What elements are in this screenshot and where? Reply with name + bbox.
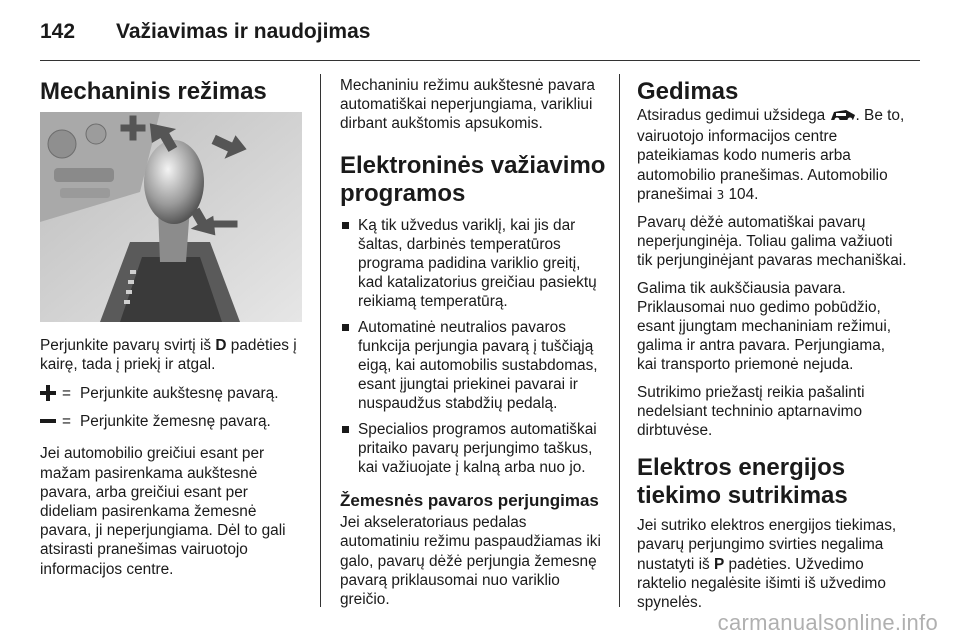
no-auto-shift-paragraph: Pavarų dėžė automatiškai pavarų neperjunginėja. Toliau galima važiuoti tik perjunginėjant pavaras mechaniškai. [637,214,907,270]
page-header [40,14,920,50]
legend-equals: = [62,384,71,402]
legend-upshift [40,382,308,404]
header-rule [40,60,920,61]
list-item-text: Automatinė neutralios pavaros funkcija perjungia pavarą į tuščiąją eigą, kai automobilis sustabdomas, esant įjungtai priekinei pavarai ir nuspaudžus stabdžių pedalą. [358,318,598,413]
column-1 [40,74,306,106]
transmission-fault-warning-icon [830,108,856,127]
legend-downshift-text: Perjunkite žemesnę pavarą. [80,412,271,430]
power-failure-text-c: padėties. Užvedimo raktelio negalėsite išimti iš užvedimo spynelės. [637,555,886,612]
highest-gear-paragraph: Galima tik aukščiausia pavara. Priklausomai nuo gedimo pobūdžio, esant įjungtam mechaniniam režimui, galima ir antra pavara. Perjungiama, kai transporto priemonė nejuda. [637,279,892,374]
minus-icon [40,413,62,429]
bullet-square-icon [342,426,349,433]
watermark: carmanualsonline.info [717,610,938,635]
section-title-power-failure: Elektros energijos tiekimo sutrikimas [637,454,848,510]
fault-text-c: 104. [724,185,759,203]
kickdown-paragraph: Jei akseleratoriaus pedalas automatiniu režimu paspaudžiamas iki galo, pavarų dėžė perjungia žemesnę pavarą priklausomai nuo variklio greičio. [340,514,601,609]
plus-icon [40,385,62,401]
list-item-text: Specialios programos automatiškai pritaiko pavarų perjungimo taškus, kai važiuojate į kalną arba nuo jo. [358,420,597,477]
fault-text-a: Atsiradus gedimui užsidega [637,107,830,124]
mechanical-mode-note: Mechaniniu režimu aukštesnė pavara automatiškai neperjungiama, varikliui dirbant aukštomis apsukomis. [340,77,595,133]
legend-downshift [40,410,308,432]
list-item [340,420,606,478]
column-1-body [40,336,308,587]
legend-upshift-text: Perjunkite aukštesnę pavarą. [80,384,279,402]
gear-shifter-photo [40,112,302,322]
fault-paragraph [637,106,907,205]
electronic-programs-list [340,216,606,478]
workshop-paragraph: Sutrikimo priežastį reikia pašalinti nedelsiant techninio aptarnavimo dirbtuvėse. [637,383,865,440]
list-item [340,318,606,414]
gear-limit-paragraph: Jei automobilio greičiui esant per mažam pasirenkama aukštesnė pavara, arba greičiui esant per dideliam pasirenkama žemesnė pavara, ji neperjungiama. Dėl to gali atsirasti pranešimas vairuotojo informacijos centre. [40,445,286,578]
column-2 [340,74,606,617]
bullet-square-icon [342,222,349,229]
shift-instruction-c: padėties į kairę, tada į priekį ir atgal. [40,337,297,374]
page-number: 142 [40,20,76,43]
legend-equals: = [62,412,71,430]
section-title-mechanical-mode: Mechaninis režimas [40,78,267,105]
shift-instruction [40,336,308,374]
gear-p-label: P [713,555,725,573]
column-3 [637,74,907,620]
fault-text-b: . Be to, vairuotojo informacijos centre pateikiamas kodo numeris arba automobilio pranešimas. Automobilio pranešimai [637,107,905,203]
section-title-electronic-programs: Elektroninės važiavimo programos [340,151,606,207]
power-failure-paragraph [637,516,907,612]
bullet-square-icon [342,324,349,331]
subsection-title-kickdown: Žemesnės pavaros perjungimas [340,491,599,511]
column-divider-1 [320,74,321,607]
shift-instruction-a: Perjunkite pavarų svirtį iš [40,337,216,354]
list-item [340,216,606,312]
gear-shifter-illustration [40,112,302,322]
power-failure-text-a: Jei sutriko elektros energijos tiekimas, pavarų perjungimo svirties negalima nustatyti iš [637,517,897,573]
chapter-title: Važiavimas ir naudojimas [116,20,371,43]
column-divider-2 [619,74,620,607]
list-item-text: Ką tik užvedus variklį, kai jis dar šaltas, darbinės temperatūros programa padidina variklio greitį, kad katalizatorius greičiau pasiektų reikiamą temperatūrą. [358,216,597,311]
section-title-fault: Gedimas [637,78,739,105]
page-reference-arrow-icon: 3 [716,187,725,202]
gear-d-label: D [215,337,227,354]
